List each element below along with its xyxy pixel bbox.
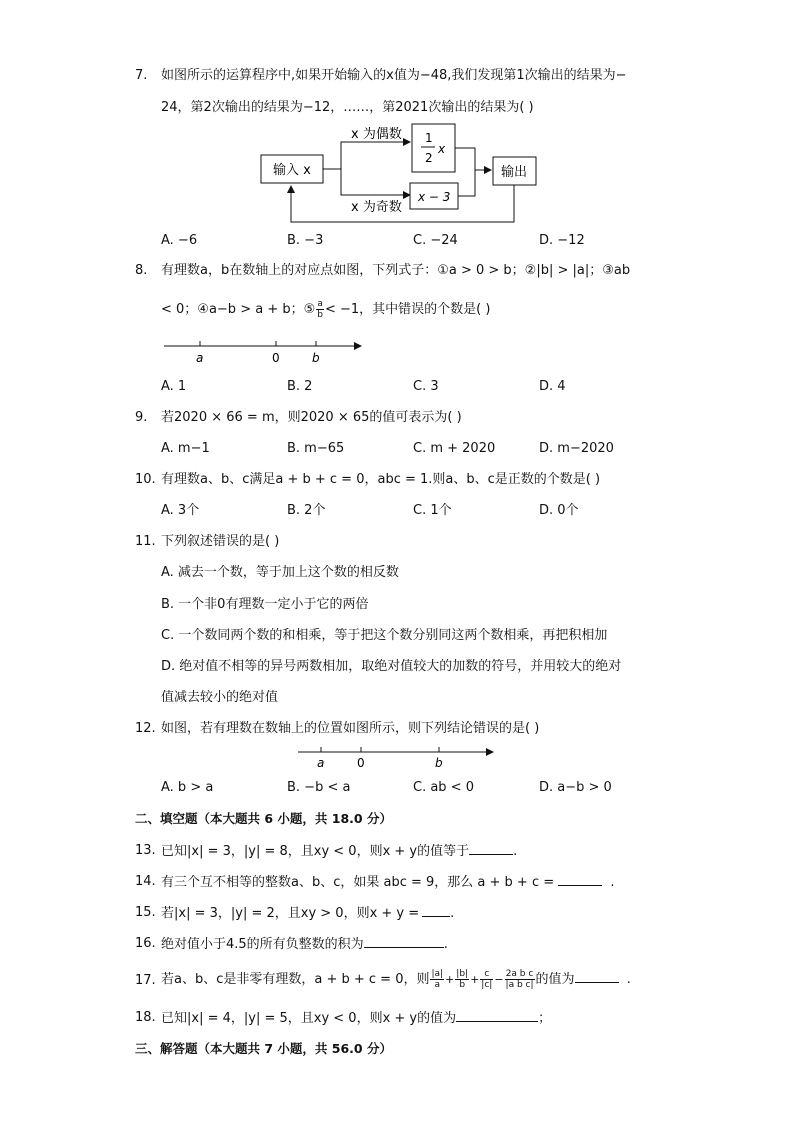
q7-text-line2: 24，第2次输出的结果为−12，……，第2021次输出的结果为( ): [161, 100, 534, 115]
q12-axis-label-b: b: [435, 756, 443, 770]
q17-frac-1: $\frac{|a|}{a}$: [431, 969, 444, 990]
q13-number: 13.: [135, 843, 156, 858]
q15-line: [161, 904, 454, 923]
q8-text-line2b: < −1，其中错误的个数是( ): [324, 302, 491, 317]
q14-number: 14.: [135, 874, 156, 889]
q17-frac-4: $\frac{\text{2a b c}}{\text{|a b c|}}$: [505, 969, 534, 990]
q7-number: 7.: [135, 68, 148, 83]
q8-text-line1: 有理数a，b在数轴上的对应点如图，下列式子：①a > 0 > b；②|b| > |a|；③ab: [161, 263, 631, 278]
q12-number: 12.: [135, 721, 156, 736]
q16-text: 绝对值小于4.5的所有负整数的积为: [161, 937, 364, 952]
q18-text: 已知|x| = 4，|y| = 5，且xy < 0，则x + y的值为: [161, 1011, 457, 1026]
q11-option-b[interactable]: B. 一个非0有理数一定小于它的两倍: [161, 597, 369, 612]
q18-end: ；: [538, 1011, 552, 1026]
q16-answer-blank[interactable]: [364, 935, 444, 948]
q9-text: 若2020 × 66 = m，则2020 × 65的值可表示为( ): [161, 410, 462, 425]
q13-text: 已知|x| = 3，|y| = 8，且xy < 0，则x + y的值等于: [161, 844, 470, 859]
q7-option-c[interactable]: C. −24: [413, 233, 458, 248]
q9-option-a[interactable]: A. m−1: [161, 441, 210, 456]
flow-half-box: [412, 124, 455, 172]
flow-minus3-label: x − 3: [418, 190, 451, 204]
q7-flowchart: [255, 120, 555, 230]
q10-option-a[interactable]: A. 3个: [161, 503, 200, 518]
flow-half-num: 1: [425, 131, 433, 145]
q13-end: .: [513, 844, 518, 859]
q8-fraction: [316, 299, 324, 320]
q17-text-a: 若a、b、c是非零有理数，a + b + c = 0，则: [161, 972, 430, 987]
q8-option-b[interactable]: B. 2: [287, 379, 313, 394]
q11-option-d-cont: 值减去较小的绝对值: [161, 690, 279, 705]
q11-option-a[interactable]: A. 减去一个数，等于加上这个数的相反数: [161, 565, 399, 580]
q14-end: .: [610, 875, 615, 890]
q12-text: 如图，若有理数在数轴上的位置如图所示，则下列结论错误的是( ): [161, 721, 540, 736]
q13-line: [161, 842, 517, 861]
flow-half-var: x: [438, 142, 446, 156]
section-solutions-heading: 三、解答题（本大题共 7 小题，共 56.0 分）: [135, 1041, 392, 1056]
q15-text: 若|x| = 3，|y| = 2，且xy > 0，则x + y =: [161, 906, 420, 921]
q7-option-a[interactable]: A. −6: [161, 233, 198, 248]
q16-number: 16.: [135, 936, 156, 951]
q12-option-d[interactable]: D. a−b > 0: [539, 780, 612, 795]
q12-axis-label-a: a: [317, 756, 325, 770]
q11-option-d[interactable]: D. 绝对值不相等的异号两数相加，取绝对值较大的加数的符号，并用较大的绝对: [161, 659, 622, 674]
q8-option-c[interactable]: C. 3: [413, 379, 439, 394]
q9-option-b[interactable]: B. m−65: [287, 441, 345, 456]
q17-number: 17.: [135, 973, 156, 988]
q14-line: [161, 873, 615, 892]
q9-option-d[interactable]: D. m−2020: [539, 441, 614, 456]
q16-end: .: [443, 937, 448, 952]
q10-option-c[interactable]: C. 1个: [413, 503, 452, 518]
q18-line: [161, 1009, 551, 1028]
q8-option-a[interactable]: A. 1: [161, 379, 187, 394]
q11-text: 下列叙述错误的是( ): [161, 534, 280, 549]
q14-answer-blank[interactable]: [558, 873, 602, 886]
flow-half-den: 2: [425, 151, 433, 165]
q9-number: 9.: [135, 410, 148, 425]
q7-option-d[interactable]: D. −12: [539, 233, 585, 248]
section-fill-in-heading: 二、填空题（本大题共 6 小题，共 18.0 分）: [135, 811, 392, 826]
q15-number: 15.: [135, 905, 156, 920]
q12-option-c[interactable]: C. ab < 0: [413, 780, 474, 795]
q11-option-c[interactable]: C. 一个数同两个数的和相乘，等于把这个数分别同这两个数相乘，再把积相加: [161, 628, 608, 643]
q17-frac-2: $\frac{|b|}{b}$: [456, 969, 469, 990]
q8-axis-label-zero: 0: [272, 351, 280, 365]
q11-number: 11.: [135, 534, 156, 549]
q13-answer-blank[interactable]: [469, 842, 513, 855]
q8-frac-den: b: [317, 310, 323, 320]
q8-frac-num: a: [317, 299, 323, 309]
q8-number: 8.: [135, 263, 148, 278]
flow-even-label: x 为偶数: [351, 127, 402, 142]
q10-text: 有理数a、b、c满足a + b + c = 0，abc = 1.则a、b、c是正数的个数是( ): [161, 472, 601, 487]
q16-line: [161, 935, 448, 954]
q12-axis-label-zero: 0: [357, 756, 365, 770]
q8-axis-label-b: b: [312, 351, 320, 365]
q12-option-a[interactable]: A. b > a: [161, 780, 214, 795]
q12-number-line: [296, 745, 496, 773]
q10-option-b[interactable]: B. 2个: [287, 503, 326, 518]
q18-number: 18.: [135, 1010, 156, 1025]
q10-option-d[interactable]: D. 0个: [539, 503, 579, 518]
q17-answer-blank[interactable]: [575, 970, 619, 983]
q17-end: .: [626, 972, 631, 987]
q9-option-c[interactable]: C. m + 2020: [413, 441, 496, 456]
flow-output-label: 输出: [501, 165, 528, 180]
q17-text-b: 的值为: [535, 972, 575, 987]
q14-text: 有三个互不相等的整数a、b、c，如果 abc = 9，那么 a + b + c =: [161, 875, 555, 890]
q8-number-line: [160, 338, 370, 368]
q18-answer-blank[interactable]: [456, 1009, 538, 1022]
q7-text-line1: 如图所示的运算程序中,如果开始输入的x值为−48,我们发现第1次输出的结果为−: [161, 68, 627, 83]
flow-input-label: 输入 x: [273, 163, 311, 178]
q12-option-b[interactable]: B. −b < a: [287, 780, 351, 795]
q17-frac-3: $\frac{c}{|c|}$: [481, 969, 493, 990]
q8-axis-label-a: a: [196, 351, 204, 365]
q17-line: 若a、b、c是非零有理数，a + b + c = 0，则 $\frac{|a|}{a}$ + $\frac{|b|}{b}$ + $\frac{c}{|c|}$ − $\frac{\text{2a b c}}{\text{|a b c|}}$ 的值为 .: [161, 969, 631, 990]
q8-text-line2a: < 0；④a−b > a + b；⑤: [161, 302, 316, 317]
q15-answer-blank[interactable]: [422, 904, 450, 917]
q8-option-d[interactable]: D. 4: [539, 379, 566, 394]
q15-end: .: [450, 906, 455, 921]
flow-odd-label: x 为奇数: [351, 200, 402, 215]
q8-text-line2: [161, 299, 490, 320]
q7-option-b[interactable]: B. −3: [287, 233, 324, 248]
q10-number: 10.: [135, 472, 156, 487]
